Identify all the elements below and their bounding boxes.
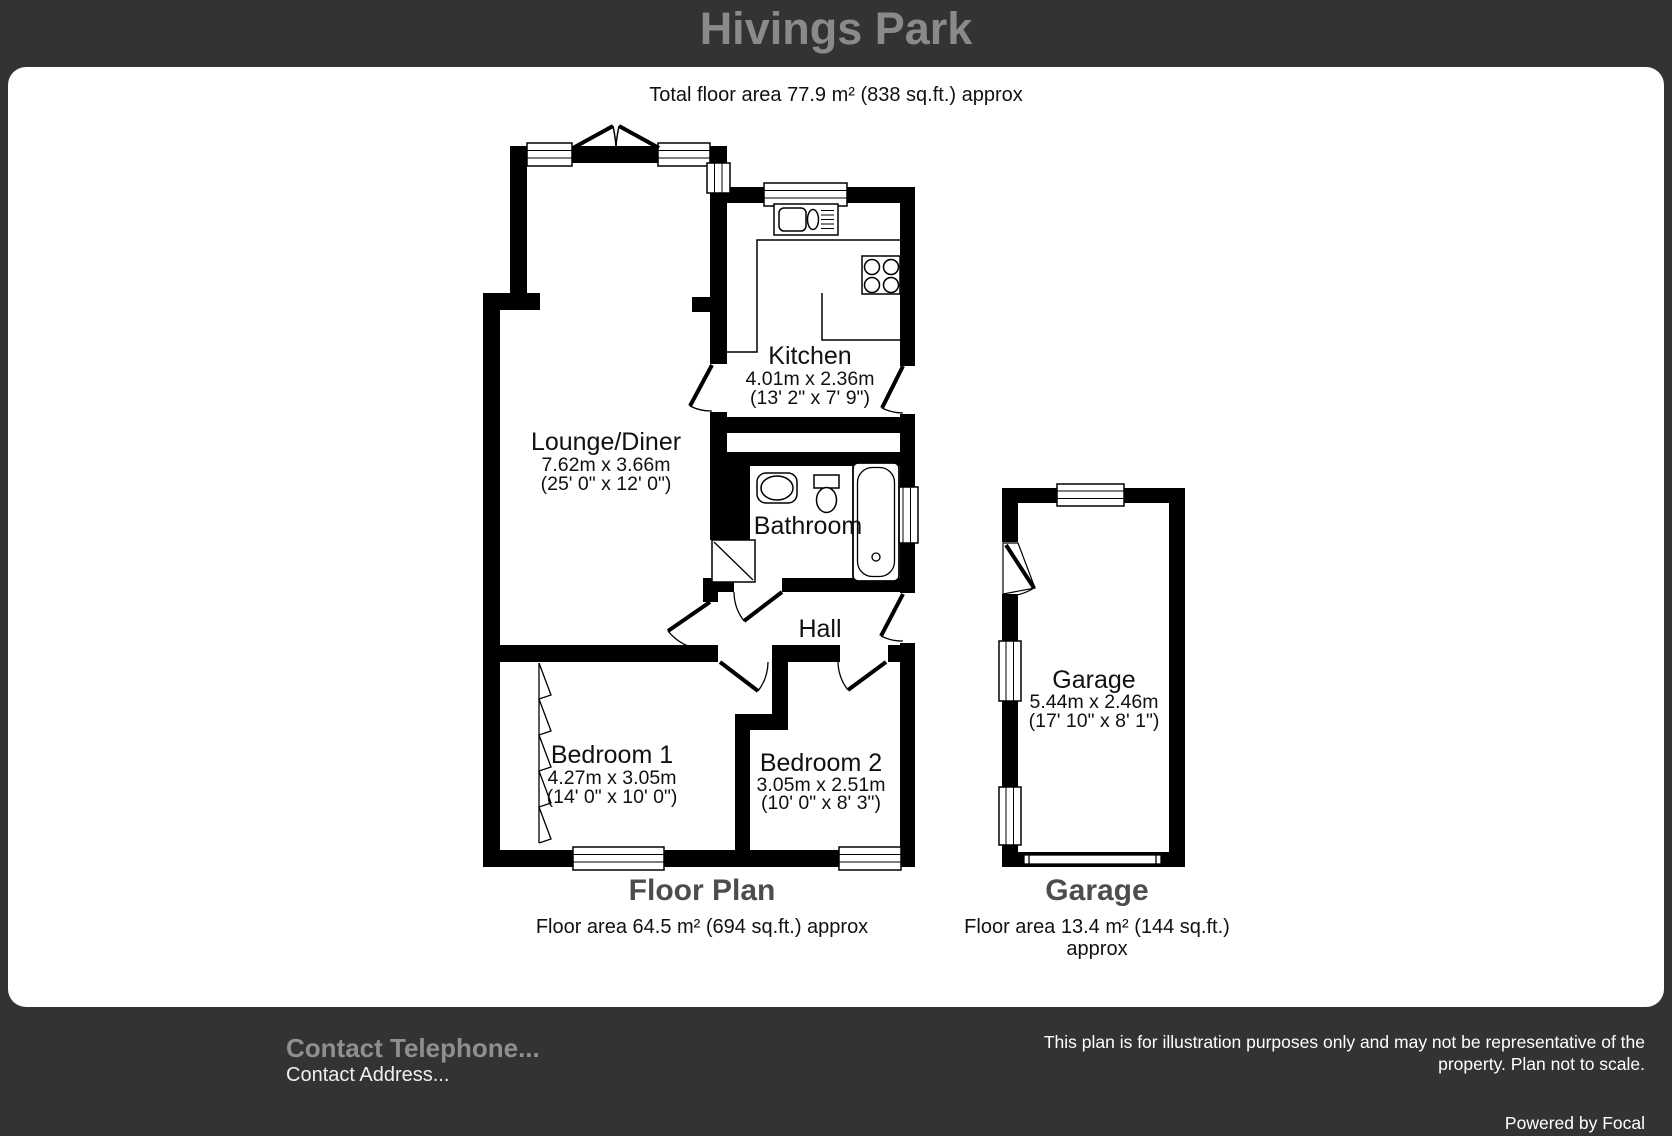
total-area-text: Total floor area 77.9 m² (838 sq.ft.) approx xyxy=(649,84,1023,106)
window-bedroom2 xyxy=(839,847,901,870)
garage-caption-area-line1: Floor area 13.4 m² (144 sq.ft.) xyxy=(964,916,1230,938)
door-side xyxy=(882,366,903,413)
window-kitchen xyxy=(764,183,847,206)
kitchen-sink xyxy=(774,204,838,235)
bathroom-toilet xyxy=(814,475,839,513)
door-kitchen xyxy=(690,365,712,411)
page-title: Hivings Park xyxy=(699,3,973,54)
svg-text:7.62m x 3.66m: 7.62m x 3.66m xyxy=(541,454,671,476)
window-bay-left xyxy=(527,143,572,166)
bathroom-basin xyxy=(757,473,797,503)
label-bedroom1 xyxy=(547,741,678,808)
label-kitchen xyxy=(746,342,875,409)
window-garage-top xyxy=(1057,484,1124,506)
powered-by-text: Powered by Focal xyxy=(1504,1113,1645,1133)
svg-text:Bedroom 1: Bedroom 1 xyxy=(550,741,674,769)
svg-text:(14' 0" x 10' 0"): (14' 0" x 10' 0") xyxy=(546,786,678,808)
svg-text:4.27m x 3.05m: 4.27m x 3.05m xyxy=(547,767,677,789)
door-garage-side xyxy=(1003,543,1035,596)
svg-text:Lounge/Diner: Lounge/Diner xyxy=(530,428,682,456)
floor-plan-caption-area: Floor area 64.5 m² (694 sq.ft.) approx xyxy=(535,916,869,938)
window-bay-right xyxy=(658,143,710,166)
contact-telephone: Contact Telephone... xyxy=(286,1033,540,1063)
bedroom1-wardrobe xyxy=(539,663,551,843)
door-bathroom xyxy=(734,592,782,621)
window-garage-left-upper xyxy=(999,641,1021,701)
svg-text:Bathroom: Bathroom xyxy=(753,512,863,540)
contact-address: Contact Address... xyxy=(286,1064,450,1086)
svg-text:(13' 2" x 7' 9"): (13' 2" x 7' 9") xyxy=(750,387,870,409)
floor-plan-caption-title: Floor Plan xyxy=(628,874,776,907)
svg-text:3.05m x 2.51m: 3.05m x 2.51m xyxy=(756,774,886,796)
svg-text:(17' 10" x 8' 1"): (17' 10" x 8' 1") xyxy=(1028,710,1160,732)
airing-cupboard xyxy=(712,540,755,582)
door-bedroom2 xyxy=(838,662,886,690)
label-hall xyxy=(798,615,841,643)
window-garage-left-lower xyxy=(999,787,1021,845)
kitchen-hob xyxy=(862,256,900,294)
svg-text:Garage: Garage xyxy=(1052,666,1136,694)
svg-text:Kitchen: Kitchen xyxy=(768,342,852,370)
svg-text:5.44m x 2.46m: 5.44m x 2.46m xyxy=(1029,691,1159,713)
svg-text:Bedroom 2: Bedroom 2 xyxy=(759,749,883,777)
door-front xyxy=(881,594,903,641)
svg-text:Hall: Hall xyxy=(798,615,842,643)
label-bedroom2 xyxy=(757,749,886,814)
garage-main-door xyxy=(1024,853,1161,866)
garage-caption-title: Garage xyxy=(1045,874,1149,907)
garage-caption-area-line2: approx xyxy=(1066,938,1128,960)
window-bay-side xyxy=(707,163,730,193)
french-doors xyxy=(573,126,659,148)
svg-text:(10' 0" x 8' 3"): (10' 0" x 8' 3") xyxy=(761,792,881,814)
label-lounge xyxy=(531,428,681,495)
window-bedroom1 xyxy=(573,847,664,870)
svg-text:4.01m x 2.36m: 4.01m x 2.36m xyxy=(745,368,875,390)
door-lounge xyxy=(668,602,710,650)
door-bedroom1 xyxy=(720,662,768,691)
disclaimer-text: This plan is for illustration purposes only and may not be representative of the property. Plan not to scale. xyxy=(1043,1032,1645,1074)
label-bathroom xyxy=(754,512,862,540)
label-garage xyxy=(1029,666,1160,732)
svg-text:(25' 0" x 12' 0"): (25' 0" x 12' 0") xyxy=(540,473,672,495)
